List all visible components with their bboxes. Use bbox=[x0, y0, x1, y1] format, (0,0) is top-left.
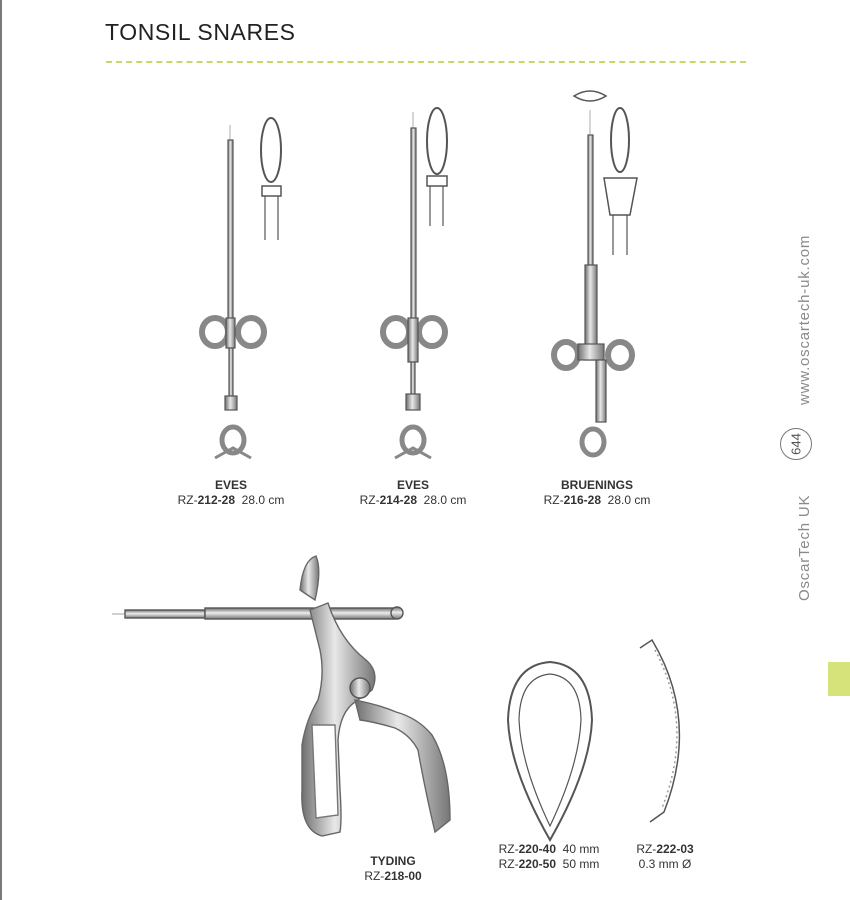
section-tab-marker bbox=[828, 662, 850, 696]
page-number: 644 bbox=[788, 433, 804, 455]
snare-wire-image bbox=[640, 640, 679, 822]
product-code: 222-03 bbox=[656, 842, 694, 856]
product-code: 220-50 bbox=[518, 857, 557, 871]
product-name: EVES bbox=[396, 478, 430, 492]
page-title: TONSIL SNARES bbox=[105, 19, 296, 45]
product-caption-loops bbox=[499, 842, 600, 872]
loop-row bbox=[499, 842, 600, 857]
code-prefix: RZ- bbox=[498, 842, 519, 856]
product-code: 218-00 bbox=[384, 869, 422, 883]
code-prefix: RZ- bbox=[364, 869, 385, 883]
code-prefix: RZ- bbox=[636, 842, 657, 856]
product-spec: 40 mm bbox=[562, 842, 600, 856]
product-name: BRUENINGS bbox=[560, 478, 634, 492]
bruenings-snare-image bbox=[554, 91, 637, 455]
product-code: 216-28 bbox=[563, 493, 602, 507]
loop-row bbox=[499, 857, 600, 872]
code-prefix: RZ- bbox=[498, 857, 519, 871]
product-spec: 28.0 cm bbox=[607, 493, 651, 507]
code-prefix: RZ- bbox=[359, 493, 380, 507]
product-name: EVES bbox=[214, 478, 248, 492]
product-spec: 28.0 cm bbox=[241, 493, 285, 507]
brand-name: OscarTech UK bbox=[796, 494, 813, 601]
product-code: 220-40 bbox=[518, 842, 557, 856]
eves-snare-image-2 bbox=[383, 108, 447, 458]
product-caption-wire bbox=[636, 842, 693, 872]
page-number-badge bbox=[780, 428, 812, 460]
product-name: TYDING bbox=[370, 854, 416, 868]
product-caption-bruenings bbox=[544, 478, 651, 508]
code-prefix: RZ- bbox=[177, 493, 198, 507]
snare-loop-image bbox=[508, 662, 592, 840]
product-caption-eves-1 bbox=[178, 478, 285, 508]
product-caption-eves-2 bbox=[360, 478, 467, 508]
eves-snare-image-1 bbox=[202, 118, 281, 458]
product-spec: 0.3 mm Ø bbox=[638, 857, 692, 871]
product-spec: 50 mm bbox=[562, 857, 600, 871]
website-url[interactable]: www.oscartech-uk.com bbox=[796, 234, 813, 405]
product-spec: 28.0 cm bbox=[423, 493, 467, 507]
code-prefix: RZ- bbox=[543, 493, 564, 507]
product-caption-tyding bbox=[364, 854, 421, 884]
tyding-snare-image bbox=[112, 556, 450, 836]
product-code: 214-28 bbox=[379, 493, 418, 507]
product-code: 212-28 bbox=[197, 493, 236, 507]
